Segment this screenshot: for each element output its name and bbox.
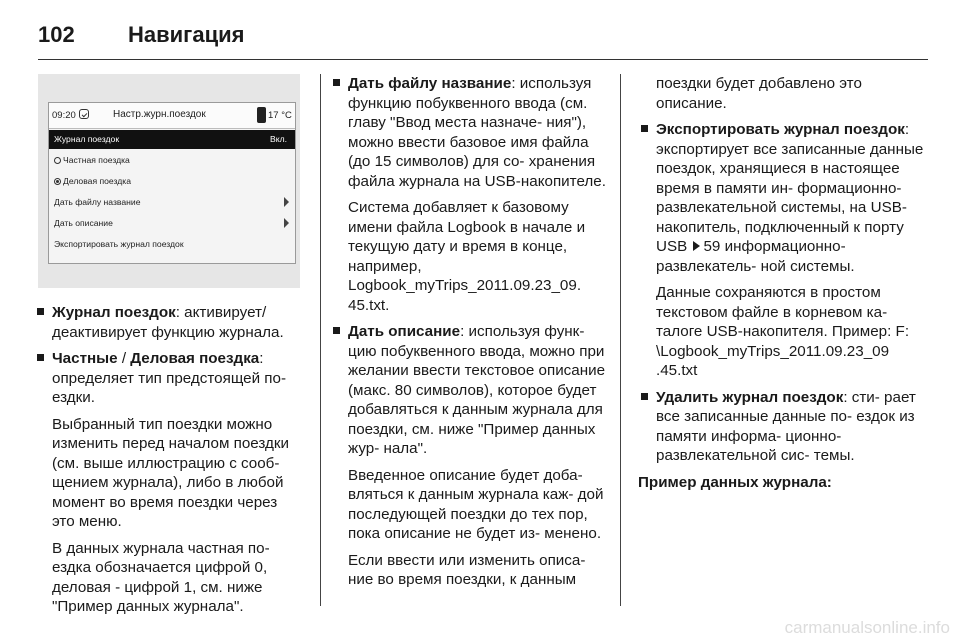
paragraph: Данные сохраняются в простом текстовом файле в корневом ка- талоге USB-накопителя. Пример: F: \Logbook_myTrips_2011.09.23_09 .45.txt [656,284,910,379]
trip-log-icon [79,109,89,119]
paragraph: В данных журнала частная по- ездка обозначается цифрой 0, деловая - цифрой 1, см. ниже "Пример данных журнала". [52,539,270,615]
menu-item-description[interactable] [49,214,295,233]
column-divider [620,74,621,606]
trip-log-screen-illustration [38,74,300,288]
menu-item-trip-log[interactable] [49,130,295,149]
paragraph: Если ввести или изменить описа- ние во время поездки, к данным [348,551,586,588]
bullet-text: : сти- рает все записанные данные по- ездок из памяти информа- ционно-развлекательной сис- темы. [656,388,916,464]
term-trip-log: Журнал поездок [52,304,176,321]
bullet-text: : используя функцию побуквенного ввода (см. главу "Ввод места назначе- ния"), можно ввести базовое имя файла (до 15 символов) для со- хранения файла журнала на USB-накопителе. [348,75,606,190]
menu-item-value: Вкл. [270,134,287,144]
bullet-text: : используя функ- цию побуквенного ввода, можно при желании ввести текстовое описание (макс. 80 символов), которое будет добавляться к данным журнала для поездки, см. ниже "Пример данных жур- нала". [348,323,606,457]
bullet-file-name [330,74,608,191]
page-reference-icon [693,241,700,251]
bullet-trip-log [34,303,304,342]
term-description: Дать описание [348,323,461,340]
paragraph: Введенное описание будет доба- вляться к данным журнала каж- дой последующей поездки до тех пор, пока описание не будет из- менено. [348,466,604,542]
menu-item-label: Экспортировать журнал поездок [54,239,184,249]
screen-status-bar [49,103,295,129]
term-delete-log: Удалить журнал поездок [656,388,844,406]
page-header [38,22,928,50]
menu-item-private-trip[interactable] [49,151,295,170]
bullet-text: : определяет тип предстоящей по- ездки. [52,350,287,406]
bullet-export [638,120,930,276]
bullet-text: : активирует/ деактивирует функцию журнала. [52,304,284,341]
term-business: Деловая поездка [130,350,260,367]
bullet-text: : экспортирует все записанные данные поездок, хранящиеся в настоящее время в памяти ин- формационно-развлекательной системы, на USB-накопитель, подключенный к порту USB [656,121,924,255]
infotainment-screen [48,102,296,264]
chevron-right-icon [284,197,289,207]
paragraph: поездки будет добавлено это описание. [656,75,862,112]
paragraph: Система добавляет к базовому имени файла Logbook в начале и текущую дату и время в конце, например, Logbook_myTrips_2011.09.23_09. 45.txt. [348,199,586,314]
paragraph: Выбранный тип поездки можно изменить перед началом поездки (см. выше иллюстрацию с сооб- щением журнала), либо в любой момент во время поездки через это меню. [52,415,290,530]
text-column-3 [638,74,930,492]
term-separator: / [117,350,131,367]
term-export: Экспортировать журнал поездок [656,121,905,138]
menu-item-label: Дать описание [54,218,113,228]
column-divider [320,74,321,606]
page-title: Навигация [128,22,245,47]
term-file-name: Дать файлу название [348,75,512,92]
text-column-2 [330,74,608,597]
screen-title: Настр.журн.поездок [113,109,206,120]
radio-off-icon [54,157,61,164]
menu-item-label: Дать файлу название [54,197,141,207]
page-reference[interactable]: 59 [703,238,721,255]
chevron-right-icon [284,218,289,228]
bullet-description [330,322,608,459]
menu-item-label: Деловая поездка [63,176,132,186]
page-number: 102 [38,22,75,47]
bullet-trip-type [34,349,304,408]
menu-item-label: Частная поездка [63,155,130,165]
bullet-delete-log [638,388,930,466]
example-heading: Пример данных журнала: [638,473,832,491]
watermark: carmanualsonline.info [784,618,950,637]
screen-temperature: 17 °C [268,110,292,121]
menu-item-file-name[interactable] [49,193,295,212]
menu-item-export[interactable] [49,235,295,254]
menu-item-label: Журнал поездок [54,134,120,144]
text-column-1 [34,303,304,624]
term-private: Частные [52,350,118,367]
bullet-text: информационно-развлекатель- ной системы. [656,238,855,275]
radio-on-icon [54,178,61,185]
menu-item-business-trip[interactable] [49,172,295,191]
header-rule [38,59,928,60]
screen-time: 09:20 [52,110,76,121]
phone-icon [257,107,266,123]
